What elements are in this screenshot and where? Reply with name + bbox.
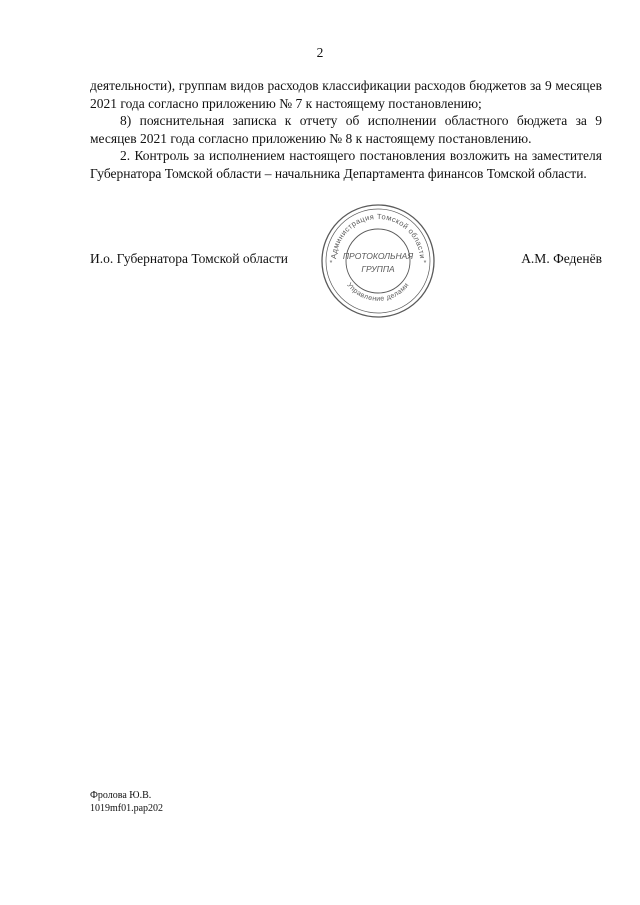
paragraph-item-8: 8) пояснительная записка к отчету об исполнении областного бюджета за 9 месяцев 2021 года согласно приложению № 8 к настоящему постановлению. bbox=[90, 113, 602, 146]
footer bbox=[90, 789, 163, 815]
page-number: 2 bbox=[316, 45, 324, 60]
stamp-star-right-icon: * bbox=[423, 260, 427, 267]
stamp-center-line2: ГРУППА bbox=[361, 264, 395, 274]
official-stamp-icon bbox=[318, 201, 438, 321]
stamp-ring-text: Администрация Томской области bbox=[328, 211, 427, 260]
stamp-bottom-text: Управление делами bbox=[345, 281, 411, 303]
footer-file: 1019mf01.pap202 bbox=[90, 803, 164, 814]
signatory-name: А.М. Феденёв bbox=[521, 251, 602, 266]
stamp-star-left-icon: * bbox=[329, 260, 333, 267]
signatory-title: И.о. Губернатора Томской области bbox=[90, 251, 288, 266]
svg-text:Управление делами bbox=[345, 282, 410, 303]
footer-author: Фролова Ю.В. bbox=[90, 790, 152, 801]
paragraph-control-clause: 2. Контроль за исполнением настоящего постановления возложить на заместителя Губернатора Томской области – начальника Департамента финансов Томской области. bbox=[90, 148, 602, 181]
body-text bbox=[90, 77, 602, 183]
stamp-center-line1: ПРОТОКОЛЬНАЯ bbox=[342, 251, 414, 261]
paragraph-item-7-continued: деятельности), группам видов расходов классификации расходов бюджетов за 9 месяцев 2021 года согласно приложению № 7 к настоящему постановлению; bbox=[90, 78, 602, 111]
